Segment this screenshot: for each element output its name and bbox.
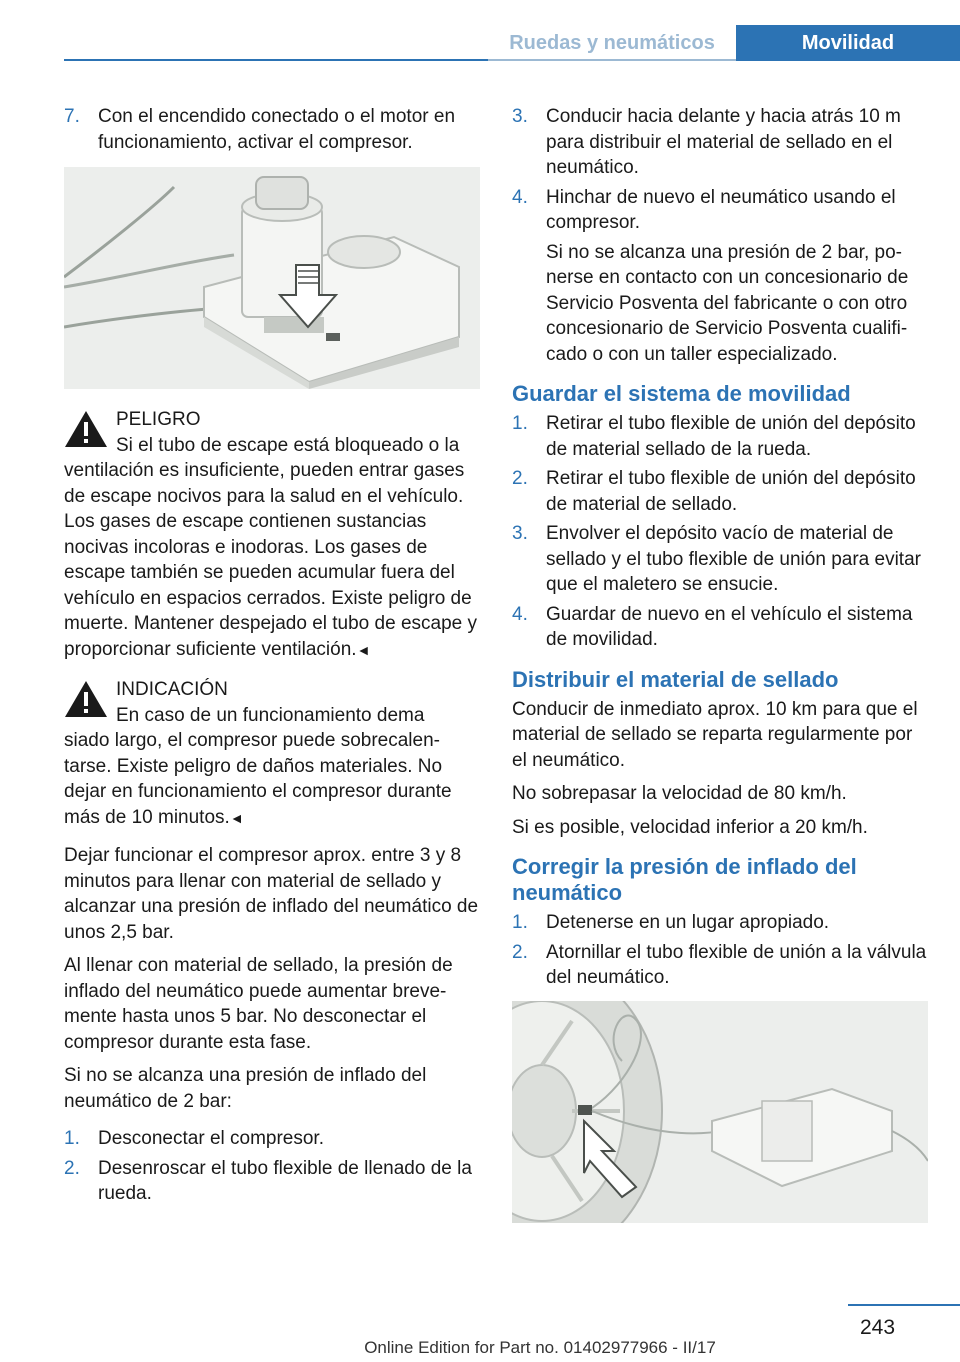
pressure-paragraph: Al llenar con material de sellado, la presión de inflado del neumático puede aumentar brevemente hasta unos 5 bar. No desconectar el compresor durante esta fase. xyxy=(64,955,453,1053)
page-number: 243 xyxy=(860,1316,896,1339)
step-7 xyxy=(64,104,480,155)
step-number: 1. xyxy=(512,413,528,434)
valve-figure xyxy=(512,1001,928,1223)
step-number: 7. xyxy=(64,106,80,127)
edition-note: Online Edition for Part no. 01402977966 - II/17 xyxy=(364,1338,716,1357)
warning-triangle-icon xyxy=(64,409,108,449)
step-number: 4. xyxy=(512,186,528,208)
section-heading: Distribuir el material de sellado xyxy=(512,666,839,692)
compressor-illustration xyxy=(64,167,480,389)
step-note: Si no se alcanza una presión de 2 bar, ponerse en contacto con un concesionario de Servicio Posventa del fabricante o con otro concesionario de Servicio Posventa cualificado o con un taller especializado. xyxy=(546,241,909,365)
step-number: 1. xyxy=(64,1128,80,1149)
section-tab[interactable]: Movilidad xyxy=(736,25,960,61)
low-pressure-paragraph: Si no se alcanza una presión de inflado del neumático de 2 bar: xyxy=(64,1065,427,1112)
end-marker: ◄ xyxy=(229,809,244,826)
step-text: Hinchar de nuevo el neumático usando el compresor. xyxy=(546,186,896,233)
section-heading: Corregir la presión de inflado del neumático xyxy=(512,854,857,905)
notice-text xyxy=(64,728,480,831)
list-item xyxy=(512,910,928,936)
distribute-paragraph: Conducir de inmediato aprox. 10 km para que el material de sellado se reparta regularmente por el neumático. xyxy=(512,698,918,771)
step-text: Con el encendido conectado o el motor en funcionamiento, activar el compresor. xyxy=(98,106,456,153)
speed-recommendation-paragraph: Si es posible, velocidad inferior a 20 km/h. xyxy=(512,816,868,838)
step-text: Desconectar el compresor. xyxy=(98,1128,324,1149)
list-item xyxy=(512,466,928,517)
list-item xyxy=(512,104,928,181)
header-tabs xyxy=(488,25,960,61)
footer-rule xyxy=(848,1304,960,1306)
danger-text-body: ventilación es insuficiente, pueden entrar gases de escape nocivos para la salud en el vehículo. Los gases de escape contienen sustancias nocivas incoloras e inodoras. Los gases de escape también se pueden acumular fuera del vehículo en espacios cerrados. Existe peligro de muerte. Mantener despejado el tubo de escape y proporcionar suficiente ventilación. xyxy=(64,460,477,660)
step-number: 2. xyxy=(512,468,528,489)
section-heading: Guardar el sistema de movilidad xyxy=(512,381,851,406)
step-text: Desenroscar el tubo flexible de llenado de la rueda. xyxy=(98,1157,472,1204)
end-marker: ◄ xyxy=(356,641,371,658)
notice-warning xyxy=(64,677,480,831)
left-column xyxy=(64,104,480,1211)
step-number: 2. xyxy=(64,1157,80,1179)
chapter-tab[interactable]: Ruedas y neumáticos xyxy=(488,25,736,61)
step-text: Retirar el tubo flexible de unión del depósito de material sellado de la rueda. xyxy=(546,413,916,460)
step-text: Retirar el tubo flexible de unión del depósito de material de sellado. xyxy=(546,468,916,515)
notice-text-first-line: En caso de un funcionamiento dema xyxy=(116,704,425,726)
notice-title: INDICACIÓN xyxy=(116,679,228,700)
step-number: 3. xyxy=(512,106,528,127)
list-item xyxy=(512,940,928,991)
warning-triangle-icon xyxy=(64,679,108,719)
step-number: 3. xyxy=(512,523,528,544)
step-text: Envolver el depósito vacío de material de sellado y el tubo flexible de unión para evitar que el maletero se ensucie. xyxy=(546,523,921,595)
sub-steps-list xyxy=(64,1126,480,1207)
danger-title: PELIGRO xyxy=(116,409,201,430)
tire-valve-illustration xyxy=(512,1001,928,1223)
list-item xyxy=(512,602,928,653)
step-number: 4. xyxy=(512,603,528,625)
danger-warning xyxy=(64,407,480,663)
step-text: Detenerse en un lugar apropiado. xyxy=(546,912,830,933)
list-item xyxy=(512,411,928,462)
step-text: Guardar de nuevo en el vehículo el sistema de movilidad. xyxy=(546,603,913,650)
list-item xyxy=(512,185,928,236)
step-number: 2. xyxy=(512,941,528,963)
compressor-figure xyxy=(64,167,480,389)
step-text: Conducir hacia delante y hacia atrás 10 m para distribuir el material de sellado en el neumático. xyxy=(546,106,901,178)
correct-steps-list xyxy=(512,910,928,991)
step-text: Atornillar el tubo flexible de unión a la válvula del neumático. xyxy=(546,941,927,988)
store-steps-list xyxy=(512,411,928,653)
header-rule xyxy=(64,59,488,61)
danger-text xyxy=(64,458,480,663)
notice-text-body: siado largo, el compresor puede sobrecalentarse. Existe peligro de daños materiales. No dejar en funcionamiento el compresor durante más de 10 minutos. xyxy=(64,730,452,828)
list-item xyxy=(64,1156,480,1207)
speed-limit-paragraph: No sobrepasar la velocidad de 80 km/h. xyxy=(512,783,847,804)
danger-text-first-line: Si el tubo de escape está bloqueado o la xyxy=(116,434,460,456)
step-number: 1. xyxy=(512,912,528,933)
right-column xyxy=(512,104,928,1241)
list-item xyxy=(512,521,928,598)
list-item xyxy=(64,1126,480,1152)
fill-time-paragraph: Dejar funcionar el compresor aprox. entre 3 y 8 minutos para llenar con material de sellado y alcanzar una presión de inflado del neumático de unos 2,5 bar. xyxy=(64,845,479,943)
